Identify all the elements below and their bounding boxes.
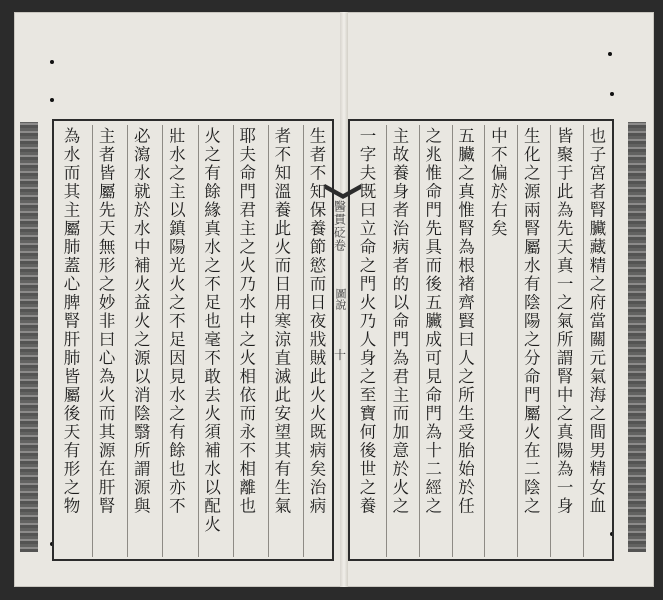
book-spread [14,12,654,587]
centre-column [324,200,356,560]
book-title: 醫貫砭卷 [332,200,347,252]
binding-hole [50,98,54,102]
folio-number: 十 [333,348,346,362]
text-column: 生者不知保養節慾而日夜戕賊此火火既病矣治病 [303,125,328,557]
section-title: 圖說 [334,288,347,310]
right-page-text-block [348,119,614,561]
text-column: 主故養身者治病者的以命門為君主而加意於火之 [386,125,411,557]
text-column: 一字夫既曰立命之門火乃人身之至寶何後世之養 [357,127,376,516]
left-page-text-block [52,119,334,561]
text-column: 中不偏於右矣 [484,125,509,557]
text-column: 必瀉水就於水中補火益火之源以消陰翳所謂源與 [127,125,152,557]
binding-hole [608,52,612,56]
binding-hole [50,60,54,64]
text-column: 者不知溫養此火而日用寒涼直滅此安望其有生氣 [268,125,293,557]
text-column: 生化之源兩腎屬水有陰陽之分命門屬火在二陰之 [517,125,542,557]
text-column: 為水而其主屬肺蓋心脾腎肝肺皆屬後天有形之物 [61,127,80,516]
text-column: 主者皆屬先天無形之妙非曰心為火而其源在肝腎 [92,125,117,557]
text-column: 耶夫命門君主之火乃水中之火相依而永不相離也 [233,125,258,557]
fishtail-mark-icon [323,182,363,202]
text-column: 皆聚于此為先天真一之氣所謂腎中之真陽為一身 [550,125,575,557]
right-page-edge [628,122,646,552]
left-page-edge [20,122,38,552]
text-column: 火之有餘緣真水之不足也毫不敢去火須補水以配火 [198,125,223,557]
text-column: 五臟之真惟腎為根褚齊賢曰人之所生受胎始於任 [452,125,477,557]
text-column: 之兆惟命門先具而後五臟成可見命門為十二經之 [419,125,444,557]
text-column: 也子宮者腎臟藏精之府當關元氣海之間男精女血 [583,125,608,557]
binding-hole [610,92,614,96]
text-column: 壯水之主以鎮陽光火之不足因見水之有餘也亦不 [162,125,187,557]
